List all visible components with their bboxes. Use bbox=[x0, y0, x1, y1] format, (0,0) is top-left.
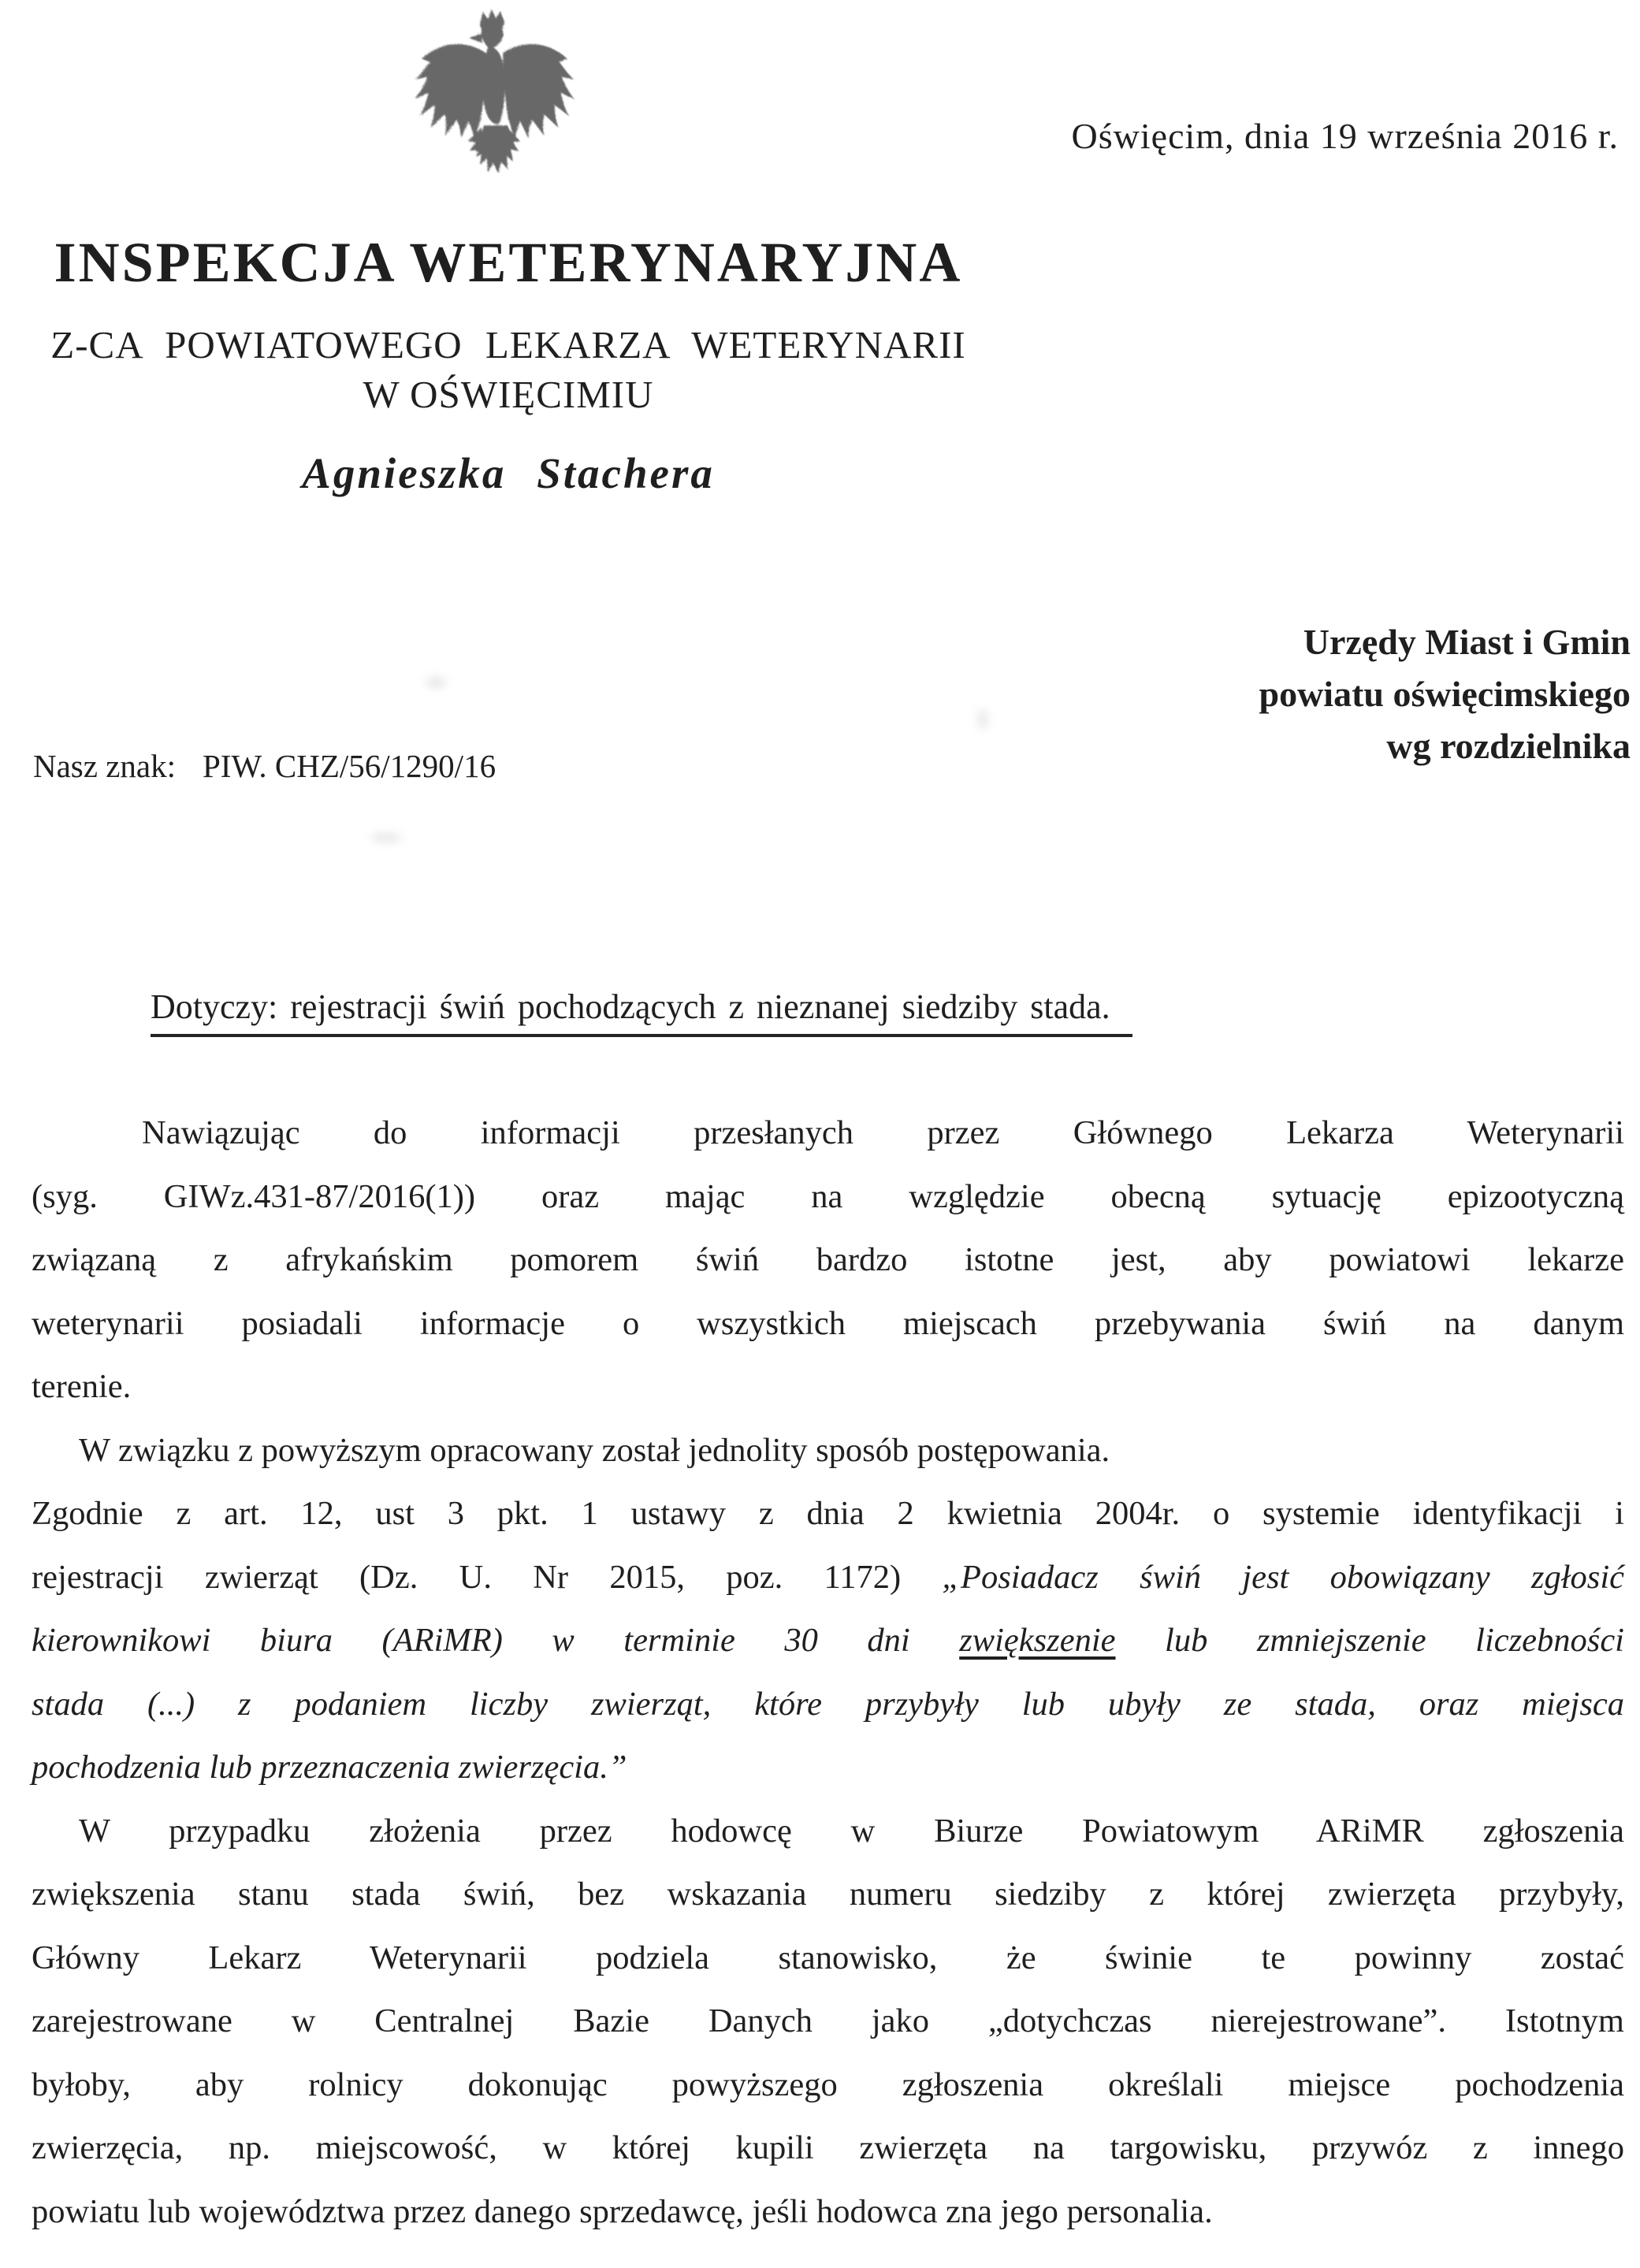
reference-number: PIW. CHZ/56/1290/16 bbox=[203, 748, 496, 784]
polish-eagle-emblem bbox=[403, 8, 583, 199]
body-line: W związku z powyższym opracowany został jednolity sposób postępowania. bbox=[79, 1431, 1110, 1469]
letter-body bbox=[32, 1102, 1624, 2244]
body-line: terenie. bbox=[32, 1368, 132, 1405]
scan-artifact bbox=[426, 678, 446, 687]
date-line: Oświęcim, dnia 19 września 2016 r. bbox=[1071, 116, 1619, 156]
addressee-line: Urzędy Miast i Gmin bbox=[1303, 622, 1631, 662]
addressee-line: powiatu oświęcimskiego bbox=[1259, 674, 1631, 714]
body-line: weterynarii posiadali informacje o wszystkich miejscach przebywania świń na danym bbox=[32, 1304, 1624, 1342]
signatory-name: Agnieszka Stachera bbox=[302, 449, 715, 497]
scan-artifact bbox=[370, 834, 402, 842]
body-line: pochodzenia lub przeznaczenia zwierzęcia.” bbox=[32, 1749, 627, 1786]
body-line: zwiększenia stanu stada świń, bez wskazania numeru siedziby z której zwierzęta przybyły, bbox=[32, 1876, 1624, 1913]
reference-label: Nasz znak: bbox=[33, 748, 176, 784]
body-line: związaną z afrykańskim pomorem świń bardzo istotne jest, aby powiatowi lekarze bbox=[32, 1241, 1624, 1278]
body-line: (syg. GIWz.431-87/2016(1)) oraz mając na względzie obecną sytuację epizootyczną bbox=[32, 1177, 1624, 1215]
subject-text: Dotyczy: rejestracji świń pochodzących z nieznanej siedziby stada. bbox=[151, 987, 1132, 1037]
scan-artifact bbox=[979, 709, 987, 730]
letterhead bbox=[0, 230, 1017, 498]
body-line: zwierzęcia, np. miejscowość, w której kupili zwierzęta na targowisku, przywóz z innego bbox=[32, 2129, 1624, 2166]
eagle-icon bbox=[403, 8, 583, 199]
body-line: zarejestrowane w Centralnej Bazie Danych jako „dotychczas nierejestrowane”. Istotnym bbox=[32, 2002, 1624, 2039]
body-line: stada (...) z podaniem liczby zwierząt, które przybyły lub ubyły ze stada, oraz miejsca bbox=[32, 1685, 1624, 1723]
body-line: byłoby, aby rolnicy dokonując powyższego zgłoszenia określali miejsce pochodzenia bbox=[32, 2065, 1624, 2103]
body-line: Zgodnie z art. 12, ust 3 pkt. 1 ustawy z dnia 2 kwietnia 2004r. o systemie identyfikacji i bbox=[32, 1495, 1624, 1532]
subject-line bbox=[151, 987, 1132, 1037]
office-title-line1: Z-CA POWIATOWEGO LEKARZA WETERYNARII bbox=[50, 323, 966, 366]
body-line: W przypadku złożenia przez hodowcę w Biurze Powiatowym ARiMR zgłoszenia bbox=[79, 1812, 1624, 1850]
body-line: kierownikowi biura (ARiMR) w terminie 30 dni zwiększenie lub zmniejszenie liczebności bbox=[32, 1622, 1624, 1659]
addressee-line: wg rozdzielnika bbox=[1386, 726, 1631, 766]
body-line: powiatu lub województwa przez danego sprzedawcę, jeśli hodowca zna jego personalia. bbox=[32, 2192, 1213, 2230]
institution-title: INSPEKCJA WETERYNARYJNA bbox=[54, 231, 963, 294]
reference-line bbox=[33, 747, 496, 785]
body-line: Główny Lekarz Weterynarii podziela stanowisko, że świnie te powinny zostać bbox=[32, 1939, 1624, 1976]
body-line: rejestracji zwierząt (Dz. U. Nr 2015, poz. 1172) „Posiadacz świń jest obowiązany zgłosić bbox=[32, 1558, 1624, 1596]
addressee-block bbox=[1259, 616, 1631, 772]
office-title-line2: W OŚWIĘCIMIU bbox=[363, 373, 654, 416]
body-line: Nawiązując do informacji przesłanych przez Głównego Lekarza Weterynarii bbox=[142, 1114, 1624, 1151]
